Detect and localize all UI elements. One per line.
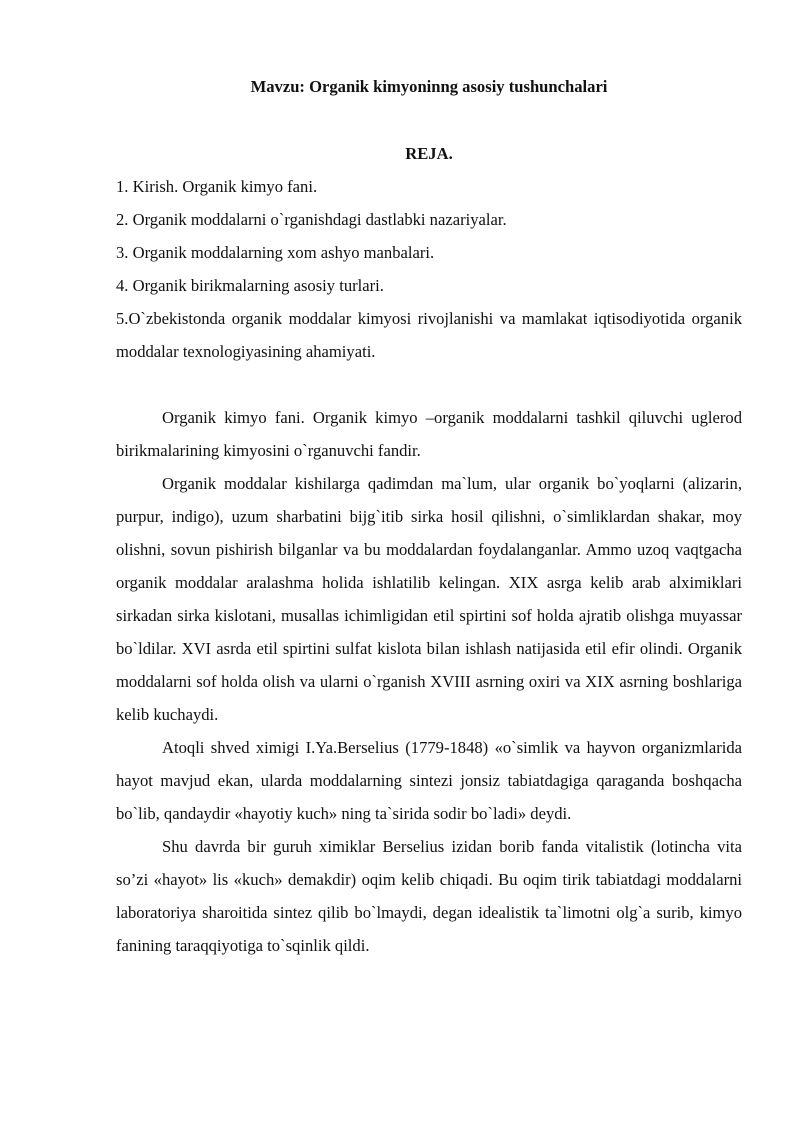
plan-item-4: 4. Organik birikmalarning asosiy turlari.	[116, 276, 384, 295]
document-body	[116, 401, 742, 962]
plan-item-5: 5.O`zbekistonda organik moddalar kimyosi rivojlanishi va mamlakat iqtisodiyotida organik moddalar texnologiyasining ahamiyati.	[116, 309, 742, 361]
plan-item-3: 3. Organik moddalarning xom ashyo manbalari.	[116, 243, 435, 262]
plan-item-1: 1. Kirish. Organik kimyo fani.	[116, 177, 318, 196]
plan-heading: REJA.	[405, 144, 453, 163]
plan-item-2: 2. Organik moddalarni o`rganishdagi dastlabki nazariyalar.	[116, 210, 507, 229]
document-title: Mavzu: Organik kimyoninng asosiy tushunchalari	[250, 77, 608, 96]
document-page	[116, 70, 742, 962]
paragraph-history: Organik moddalar kishilarga qadimdan ma`lum, ular organik bo`yoqlarni (alizarin, purpur, indigo), uzum sharbatini bijg`itib sirka hosil qilishni, o`simliklardan shakar, moy olishni, sovun pishirish bilganlar va bu moddalardan foydalanganlar. Ammo uzoq vaqtgacha organik moddalar aralashma holida ishlatilib kelingan. XIX asrga kelib arab alximiklari sirkadan sirka kislotani, musallas ichimligidan etil spirtini sof holda ajratib olishga muyassar bo`ldilar. XVI asrda etil spirtini sulfat kislota bilan ishlash natijasida etil efir olindi. Organik moddalarni sof holda olish va ularni o`rganish XVIII asrning oxiri va XIX asrning boshlariga kelib kuchaydi.	[116, 474, 742, 724]
paragraph-vitalism: Shu davrda bir guruh ximiklar Berselius izidan borib fanda vitalistik (lotincha vita so’zi «hayot» lis «kuch» demakdir) oqim kelib chiqadi. Bu oqim tirik tabiatdagi moddalarni laboratoriya sharoitida sintez qilib bo`lmaydi, degan idealistik ta`limotni olg`a surib, kimyo fanining taraqqiyotiga to`sqinlik qildi.	[116, 837, 742, 955]
paragraph-berselius: Atoqli shved ximigi I.Ya.Berselius (1779-1848) «o`simlik va hayvon organizmlarida hayot mavjud ekan, ularda moddalarning sintezi jonsiz tabiatdagiga qaraganda boshqacha bo`lib, qandaydir «hayotiy kuch» ning ta`sirida sodir bo`ladi» deydi.	[116, 738, 742, 823]
plan-list	[116, 170, 742, 368]
paragraph-intro: Organik kimyo fani. Organik kimyo –organik moddalarni tashkil qiluvchi uglerod birikmalarining kimyosini o`rganuvchi fandir.	[116, 408, 742, 460]
